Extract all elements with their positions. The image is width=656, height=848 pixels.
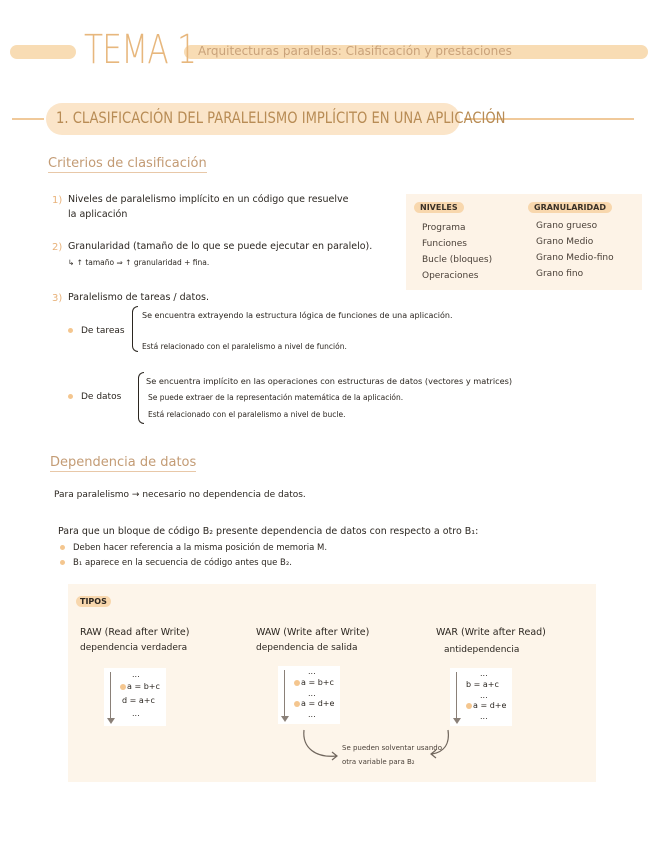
niveles-col1-item: Bucle (bloques) [422, 255, 493, 265]
dependencia-bullet1 [60, 541, 327, 555]
code-text: a = d+e [473, 701, 507, 710]
raw-title: RAW (Read after Write) [80, 627, 190, 638]
code-line: ... [480, 691, 488, 700]
niveles-col1-head: NIVELES [414, 202, 464, 213]
arrow-down-icon [284, 670, 285, 718]
niveles-col1-item: Operaciones [422, 271, 479, 281]
item1-number: 1) [52, 195, 63, 206]
datos-line1: Se encuentra implícito en las operaciones con estructuras de datos (vectores y matrices) [146, 376, 513, 386]
code-line [466, 680, 499, 689]
waw-code-block [278, 666, 340, 724]
section-line-left [12, 118, 44, 120]
datos-brace [138, 372, 144, 424]
page-title: TEMA 1 [84, 27, 197, 73]
waw-title: WAW (Write after Write) [256, 627, 370, 638]
code-text: a = d+e [301, 699, 335, 708]
highlight-dot [294, 701, 300, 707]
datos-label [68, 390, 121, 404]
bullet2-text: B₁ aparece en la secuencia de código antes que B₂. [73, 558, 292, 568]
bullet-dot [60, 560, 65, 565]
bullet-dot [68, 328, 73, 333]
tareas-label-text: De tareas [81, 326, 125, 336]
code-line [120, 682, 160, 691]
raw-code-block [104, 668, 166, 726]
dependencia-heading: Dependencia de datos [50, 455, 197, 470]
page-subtitle: Arquitecturas paralelas: Clasificación y prestaciones [198, 44, 512, 58]
code-line: ... [480, 669, 488, 678]
code-line [294, 699, 334, 708]
war-subtitle: antidependencia [444, 645, 520, 655]
raw-subtitle: dependencia verdadera [80, 643, 188, 653]
war-code-block [450, 668, 512, 726]
code-line: ... [308, 710, 316, 719]
niveles-col2-item: Grano grueso [536, 221, 598, 231]
code-line: ... [480, 712, 488, 721]
niveles-col1-item: Funciones [422, 239, 467, 249]
item3-number: 3) [52, 293, 63, 304]
arrow-down-icon [456, 672, 457, 720]
arrow-down-icon [110, 672, 111, 720]
tipos-heading: TIPOS [76, 596, 111, 607]
dependencia-bullet2 [60, 556, 292, 570]
code-line: ... [132, 709, 140, 718]
criterios-heading: Criterios de clasificación [48, 156, 207, 171]
tipos-note-line1: Se pueden solventar usando [342, 744, 443, 752]
datos-label-text: De datos [81, 392, 122, 402]
item1-line1: Niveles de paralelismo implícito en un código que resuelve [68, 194, 349, 205]
item2-number: 2) [52, 242, 63, 253]
highlight-dot [294, 680, 300, 686]
niveles-col1-item: Programa [422, 223, 466, 233]
code-line: ... [308, 667, 316, 676]
code-line [466, 701, 506, 710]
code-line: d = a+c [122, 696, 155, 705]
dependencia-line2: Para que un bloque de código B₂ presente dependencia de datos con respecto a otro B₁: [58, 526, 479, 537]
tareas-brace [132, 306, 138, 352]
niveles-col2-head: GRANULARIDAD [528, 202, 612, 213]
code-text: a = b+c [301, 678, 334, 687]
header-band-left [10, 45, 76, 59]
item1-line2: la aplicación [68, 209, 128, 220]
bullet-dot [68, 394, 73, 399]
code-text: a = b+c [127, 682, 160, 691]
tareas-label [68, 324, 125, 338]
section-title: 1. CLASIFICACIÓN DEL PARALELISMO IMPLÍCITO EN UNA APLICACIÓN [56, 108, 506, 127]
datos-line3: Está relacionado con el paralelismo a nivel de bucle. [148, 410, 346, 419]
datos-line2: Se puede extraer de la representación matemática de la aplicación. [148, 393, 404, 402]
waw-subtitle: dependencia de salida [256, 643, 358, 653]
code-line: ... [132, 670, 140, 679]
niveles-col2-item: Grano Medio-fino [536, 253, 614, 263]
dependencia-line1: Para paralelismo → necesario no dependencia de datos. [54, 490, 306, 500]
highlight-dot [120, 684, 126, 690]
code-line [294, 678, 334, 687]
code-text: b = a+c [466, 680, 499, 689]
tareas-line1: Se encuentra extrayendo la estructura lógica de funciones de una aplicación. [142, 311, 453, 320]
item2-line2: ↳ ↑ tamaño ⇒ ↑ granularidad + fina. [68, 258, 210, 267]
bullet-dot [60, 545, 65, 550]
tipos-note-line2: otra variable para B₂ [342, 758, 415, 766]
bullet1-text: Deben hacer referencia a la misma posición de memoria M. [73, 543, 328, 553]
niveles-col2-item: Grano fino [536, 269, 584, 279]
item2-line1: Granularidad (tamaño de lo que se puede ejecutar en paralelo). [68, 241, 373, 252]
war-title: WAR (Write after Read) [436, 627, 546, 638]
tareas-line2: Está relacionado con el paralelismo a nivel de función. [142, 342, 347, 351]
item3-line1: Paralelismo de tareas / datos. [68, 292, 210, 303]
code-line: ... [308, 689, 316, 698]
niveles-col2-item: Grano Medio [536, 237, 594, 247]
highlight-dot [466, 703, 472, 709]
